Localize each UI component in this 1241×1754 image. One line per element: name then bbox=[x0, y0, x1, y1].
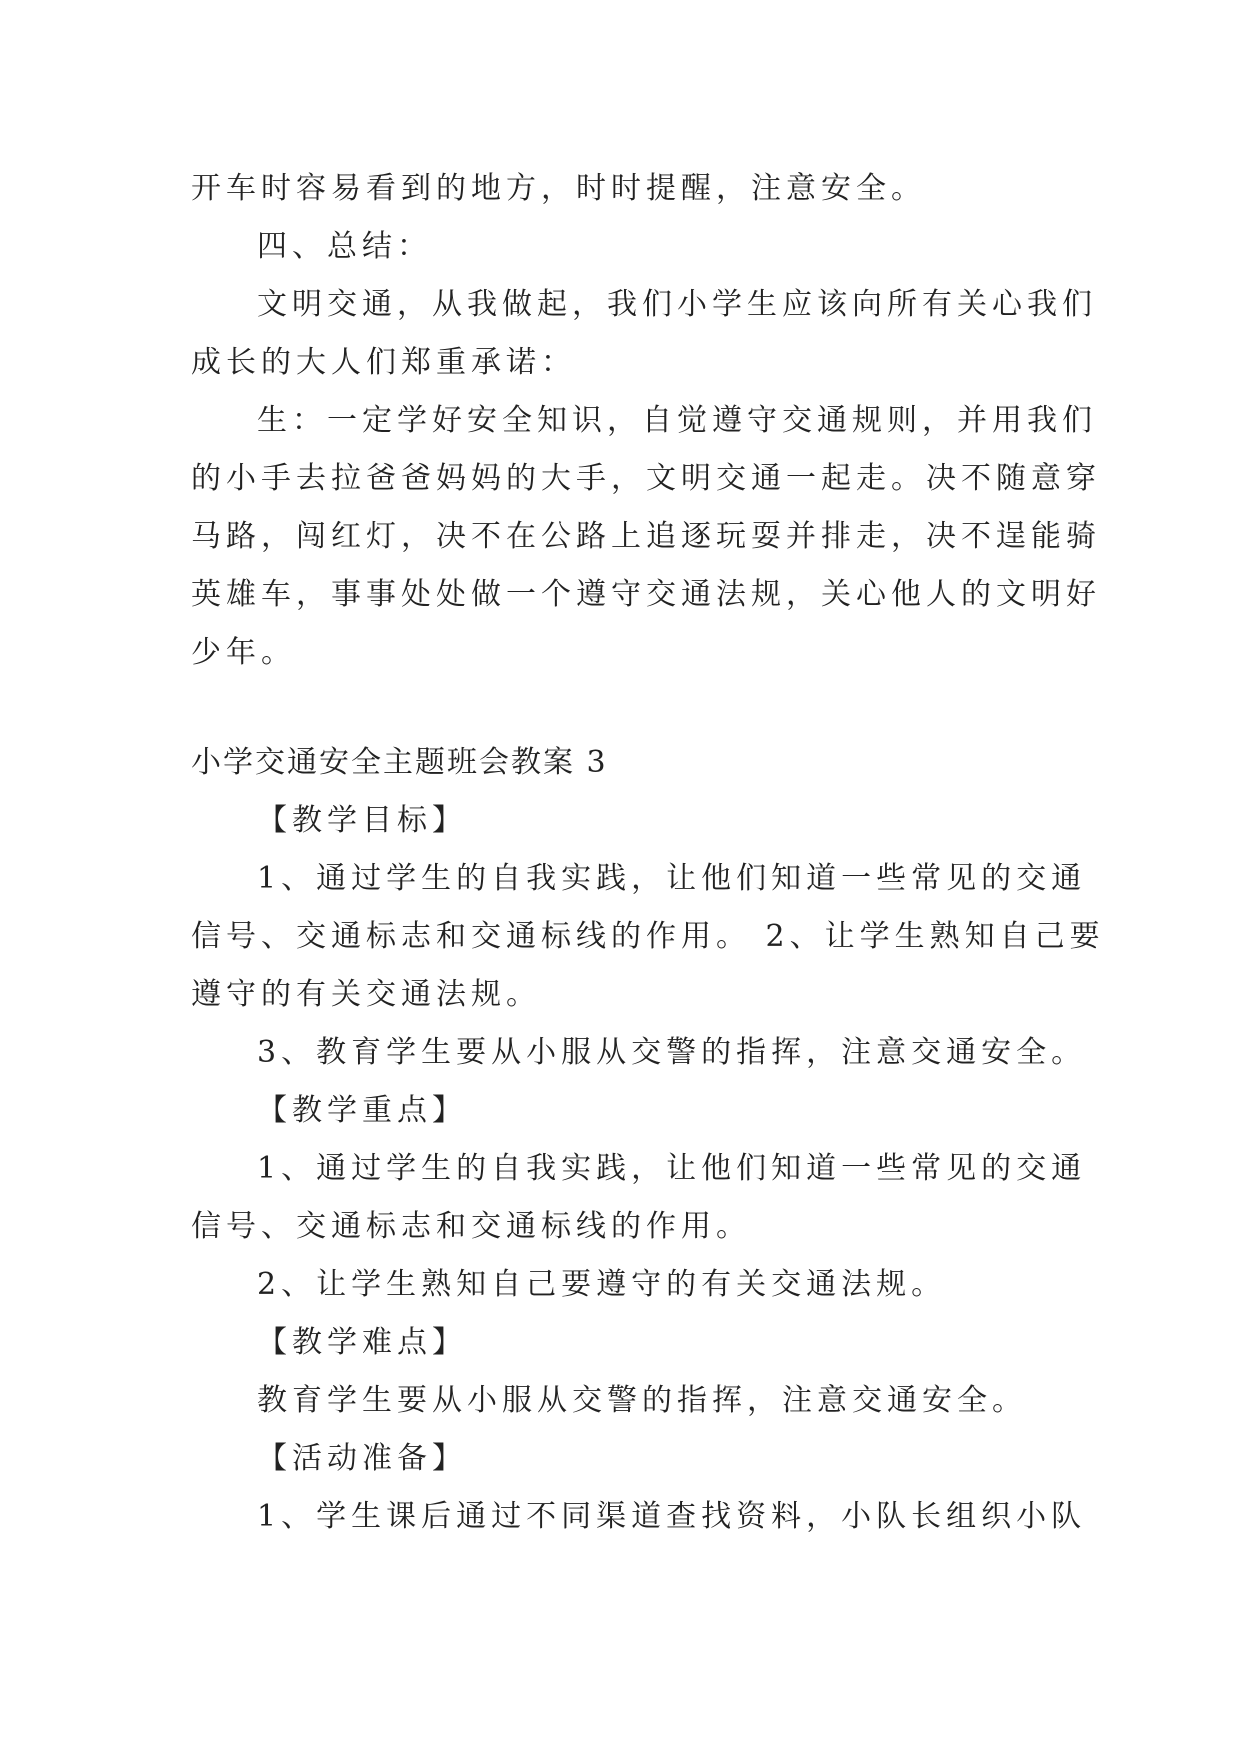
paragraph-line: 成长的大人们郑重承诺： bbox=[191, 345, 576, 380]
paragraph-line: 3、教育学生要从小服从交警的指挥，注意交通安全。 bbox=[257, 1035, 1087, 1070]
paragraph-line: 【教学重点】 bbox=[257, 1093, 467, 1128]
paragraph-line: 【教学目标】 bbox=[257, 803, 467, 838]
paragraph-line: 信号、交通标志和交通标线的作用。 2、让学生熟知自己要 bbox=[191, 919, 1105, 954]
document-body bbox=[191, 160, 1105, 1546]
paragraph-line: 少年。 bbox=[191, 635, 296, 670]
paragraph-line: 生：一定学好安全知识，自觉遵守交通规则，并用我们 bbox=[257, 403, 1097, 438]
paragraph-line: 马路，闯红灯，决不在公路上追逐玩耍并排走，决不逞能骑 bbox=[191, 519, 1101, 554]
paragraph-line: 文明交通，从我做起，我们小学生应该向所有关心我们 bbox=[257, 287, 1097, 322]
paragraph-line: 的小手去拉爸爸妈妈的大手，文明交通一起走。决不随意穿 bbox=[191, 461, 1101, 496]
paragraph-line: 英雄车，事事处处做一个遵守交通法规，关心他人的文明好 bbox=[191, 577, 1101, 612]
paragraph-line: 1、通过学生的自我实践，让他们知道一些常见的交通 bbox=[257, 1151, 1087, 1186]
paragraph-line: 1、学生课后通过不同渠道查找资料，小队长组织小队 bbox=[257, 1499, 1087, 1534]
paragraph-line: 开车时容易看到的地方，时时提醒，注意安全。 bbox=[191, 171, 926, 206]
paragraph-line: 【教学难点】 bbox=[257, 1325, 467, 1360]
paragraph-line: 【活动准备】 bbox=[257, 1441, 467, 1476]
paragraph-line: 遵守的有关交通法规。 bbox=[191, 977, 541, 1012]
section-heading: 小学交通安全主题班会教案 3 bbox=[191, 745, 608, 780]
paragraph-line: 2、让学生熟知自己要遵守的有关交通法规。 bbox=[257, 1267, 947, 1302]
paragraph-line: 信号、交通标志和交通标线的作用。 bbox=[191, 1209, 751, 1244]
paragraph-line: 1、通过学生的自我实践，让他们知道一些常见的交通 bbox=[257, 861, 1087, 896]
paragraph-line: 教育学生要从小服从交警的指挥，注意交通安全。 bbox=[257, 1383, 1027, 1418]
paragraph-line: 四、总结： bbox=[257, 229, 432, 264]
